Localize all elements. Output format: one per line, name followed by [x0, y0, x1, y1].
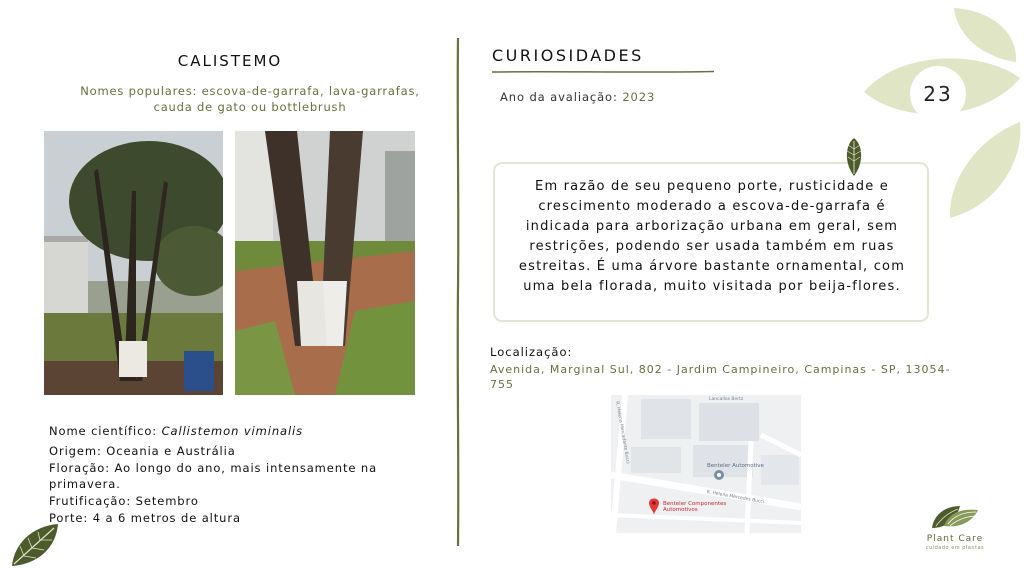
scientific-name-label: Nome científico: [49, 424, 158, 438]
map-street-label: Lancallos Bertz [709, 397, 744, 402]
fruiting: Frutificação: Setembro [49, 494, 199, 508]
map-poi-label-pin [663, 501, 726, 513]
evaluation-year [500, 90, 655, 104]
tree-photo-2 [235, 131, 415, 395]
tree-size: Porte: 4 a 6 metros de altura [49, 511, 241, 525]
brand-tagline: cuidado em plantas [925, 545, 985, 551]
map-poi-name: Benteler Componentes [663, 501, 727, 507]
curiosities-text: Em razão de seu pequeno porte, rusticidade e crescimento moderado a escova-de-garrafa é indicada para arborização urbana em geral, sem restrições, podendo ser usada também em ruas estreitas. É uma árvore bastante ornamental, com uma bela florada, muito visitada por beija-flores. [518, 179, 906, 294]
vertical-divider [455, 38, 461, 546]
flowering-continued: primavera. [49, 477, 121, 491]
map-street-label: R. Helena Mercedes Bucci [706, 490, 765, 506]
brand-name: Plant Care [926, 534, 984, 544]
leaf-shape [954, 8, 1016, 62]
leaf-icon [843, 137, 865, 177]
title-underline [492, 70, 714, 74]
plant-name-title: CALISTEMO [177, 52, 283, 70]
map-street-label: R. Helena Mercadante Bucci [614, 401, 630, 465]
scientific-name: Callistemon viminalis [161, 424, 304, 438]
tree-photo-1 [44, 131, 223, 395]
location-label: Localização: [490, 345, 573, 359]
page-number: 23 [910, 66, 966, 122]
popular-names: Nomes populares: escova-de-garrafa, lava-garrafas, cauda de gato ou bottlebrush [80, 84, 420, 114]
origin: Origem: Oceania e Austrália [49, 444, 236, 458]
curiosities-title: CURIOSIDADES [492, 46, 644, 65]
plant-care-logo [930, 502, 982, 532]
map-poi-name-continued: Automotivos [663, 507, 698, 513]
map-poi-label: Benteler Automotive [707, 463, 764, 469]
decorative-leaf-icon [10, 522, 60, 568]
evaluation-year-label: Ano da avaliação: [500, 90, 618, 104]
flowering: Floração: Ao longo do ano, mais intensamente na [49, 461, 378, 475]
evaluation-year-value: 2023 [622, 90, 656, 104]
leaf-shape [950, 122, 1020, 218]
location-map[interactable] [611, 395, 801, 533]
location-address: Avenida, Marginal Sul, 802 - Jardim Campineiro, Campinas - SP, 13054-755 [490, 363, 951, 391]
scientific-name-line [49, 424, 303, 438]
